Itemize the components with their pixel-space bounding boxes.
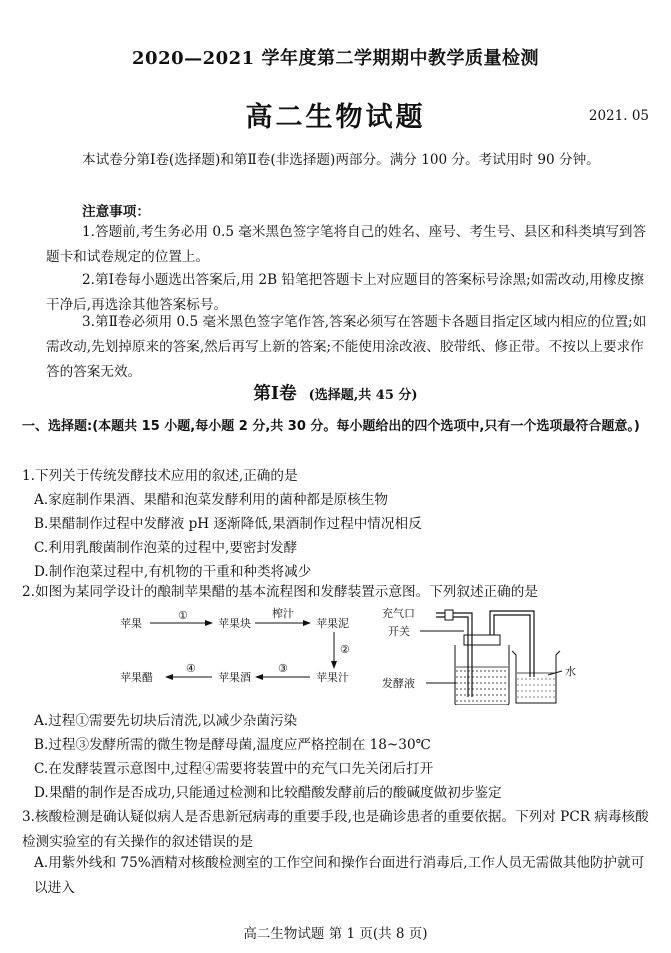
node-apple-wine: 苹果酒: [218, 671, 251, 684]
exam-title: 2020—2021 学年度第二学期期中教学质量检测: [132, 48, 539, 69]
q2-option-c: C.在发酵装置示意图中,过程④需要将装置中的充气口先关闭后打开: [34, 761, 434, 777]
node-apple: 苹果: [120, 617, 142, 630]
label-step4: ④: [186, 662, 196, 675]
note-1: 1.答题前,考生务必用 0.5 毫米黑色签字笔将自己的姓名、座号、考生号、县区和科类填写到答题卡和试卷规定的位置上。: [46, 224, 647, 265]
q1-option-c: C.利用乳酸菌制作泡菜的过程中,要密封发酵: [34, 540, 298, 556]
node-apple-pieces: 苹果块: [218, 617, 251, 630]
node-apple-vinegar: 苹果醋: [120, 671, 153, 684]
node-apple-juice: 苹果汁: [316, 671, 349, 684]
section-heading: [0, 380, 671, 405]
label-fermentation-liquid: 发酵液: [382, 677, 415, 690]
q1-option-b: B.果醋制作过程中发酵液 pH 逐渐降低,果酒制作过程中情况相反: [34, 516, 422, 532]
q2-option-b: B.过程③发酵所需的微生物是酵母菌,温度应严格控制在 18~30℃: [34, 737, 431, 753]
note-3: 3.第Ⅱ卷必须用 0.5 毫米黑色签字笔作答,答案必须写在答题卡各题目指定区域内相应的位置;如需改动,先划掉原来的答案,然后再写上新的答案;不能使用涂改液、胶带纸、修正带。不按以上要求作答的答案无效。: [46, 314, 647, 380]
label-step1: ①: [178, 609, 188, 622]
notes-title: 注意事项：: [82, 204, 150, 220]
node-apple-mash: 苹果泥: [316, 617, 349, 630]
note-2: 2.第Ⅰ卷每小题选出答案后,用 2B 铅笔把答题卡上对应题目的答案标号涂黑;如需改动,用橡皮擦干净后,再选涂其他答案标号。: [46, 272, 644, 313]
fermentation-diagram: [120, 605, 610, 705]
switch-clamp: [445, 610, 453, 620]
q2-stem: 2.如图为某同学设计的酿制苹果醋的基本流程图和发酵装置示意图。下列叙述正确的是: [22, 584, 538, 600]
q1-stem: 1.下列关于传统发酵技术应用的叙述,正确的是: [22, 468, 298, 484]
label-step3: ③: [278, 662, 288, 675]
q1-option-d: D.制作泡菜过程中,有机物的干重和种类将减少: [34, 564, 312, 580]
label-switch: 开关: [388, 625, 410, 638]
intro-paragraph: 本试卷分第Ⅰ卷(选择题)和第Ⅱ卷(非选择题)两部分。满分 100 分。考试用时 90 分钟。: [82, 152, 600, 168]
page-footer: 高二生物试题 第 1 页(共 8 页): [243, 926, 428, 942]
water-beaker: [512, 651, 560, 703]
section-subtitle: (选择题,共 45 分): [308, 388, 418, 403]
q2-option-d: D.果醋的制作是否成功,只能通过检测和比较醋酸发酵前后的酸碱度做初步鉴定: [34, 785, 502, 801]
exam-date: 2021. 05: [588, 108, 649, 124]
label-air-inlet: 充气口: [382, 607, 415, 620]
q3-stem: 3.核酸检测是确认疑似病人是否患新冠病毒的重要手段,也是确诊患者的重要依据。下列对 PCR 病毒核酸检测实验室的有关操作的叙述错误的是: [22, 809, 649, 850]
section-instructions: 一、选择题:(本题共 15 小题,每小题 2 分,共 30 分。每小题给出的四个选项中,只有一个选项最符合题意。): [22, 419, 640, 434]
q2-option-a: A.过程①需要先切块后清洗,以减少杂菌污染: [34, 713, 298, 729]
label-juicing: 榨汁: [272, 607, 294, 620]
fermentation-liquid-fill: [456, 667, 508, 701]
flask-body: [455, 645, 509, 705]
air-inlet-tube: [436, 613, 472, 697]
label-water: 水: [565, 665, 576, 678]
q3-option-a: A.用紫外线和 75%酒精对核酸检测室的工作空间和操作台面进行消毒后,工作人员无需做其他防护就可以进入: [34, 855, 645, 896]
subject-title: 高二生物试题: [245, 102, 426, 133]
section-title: 第Ⅰ卷: [253, 384, 297, 404]
q1-option-a: A.家庭制作果酒、果醋和泡菜发酵利用的菌种都是原核生物: [34, 492, 388, 508]
flask-stopper: [464, 635, 500, 645]
label-step2: ②: [340, 643, 350, 656]
